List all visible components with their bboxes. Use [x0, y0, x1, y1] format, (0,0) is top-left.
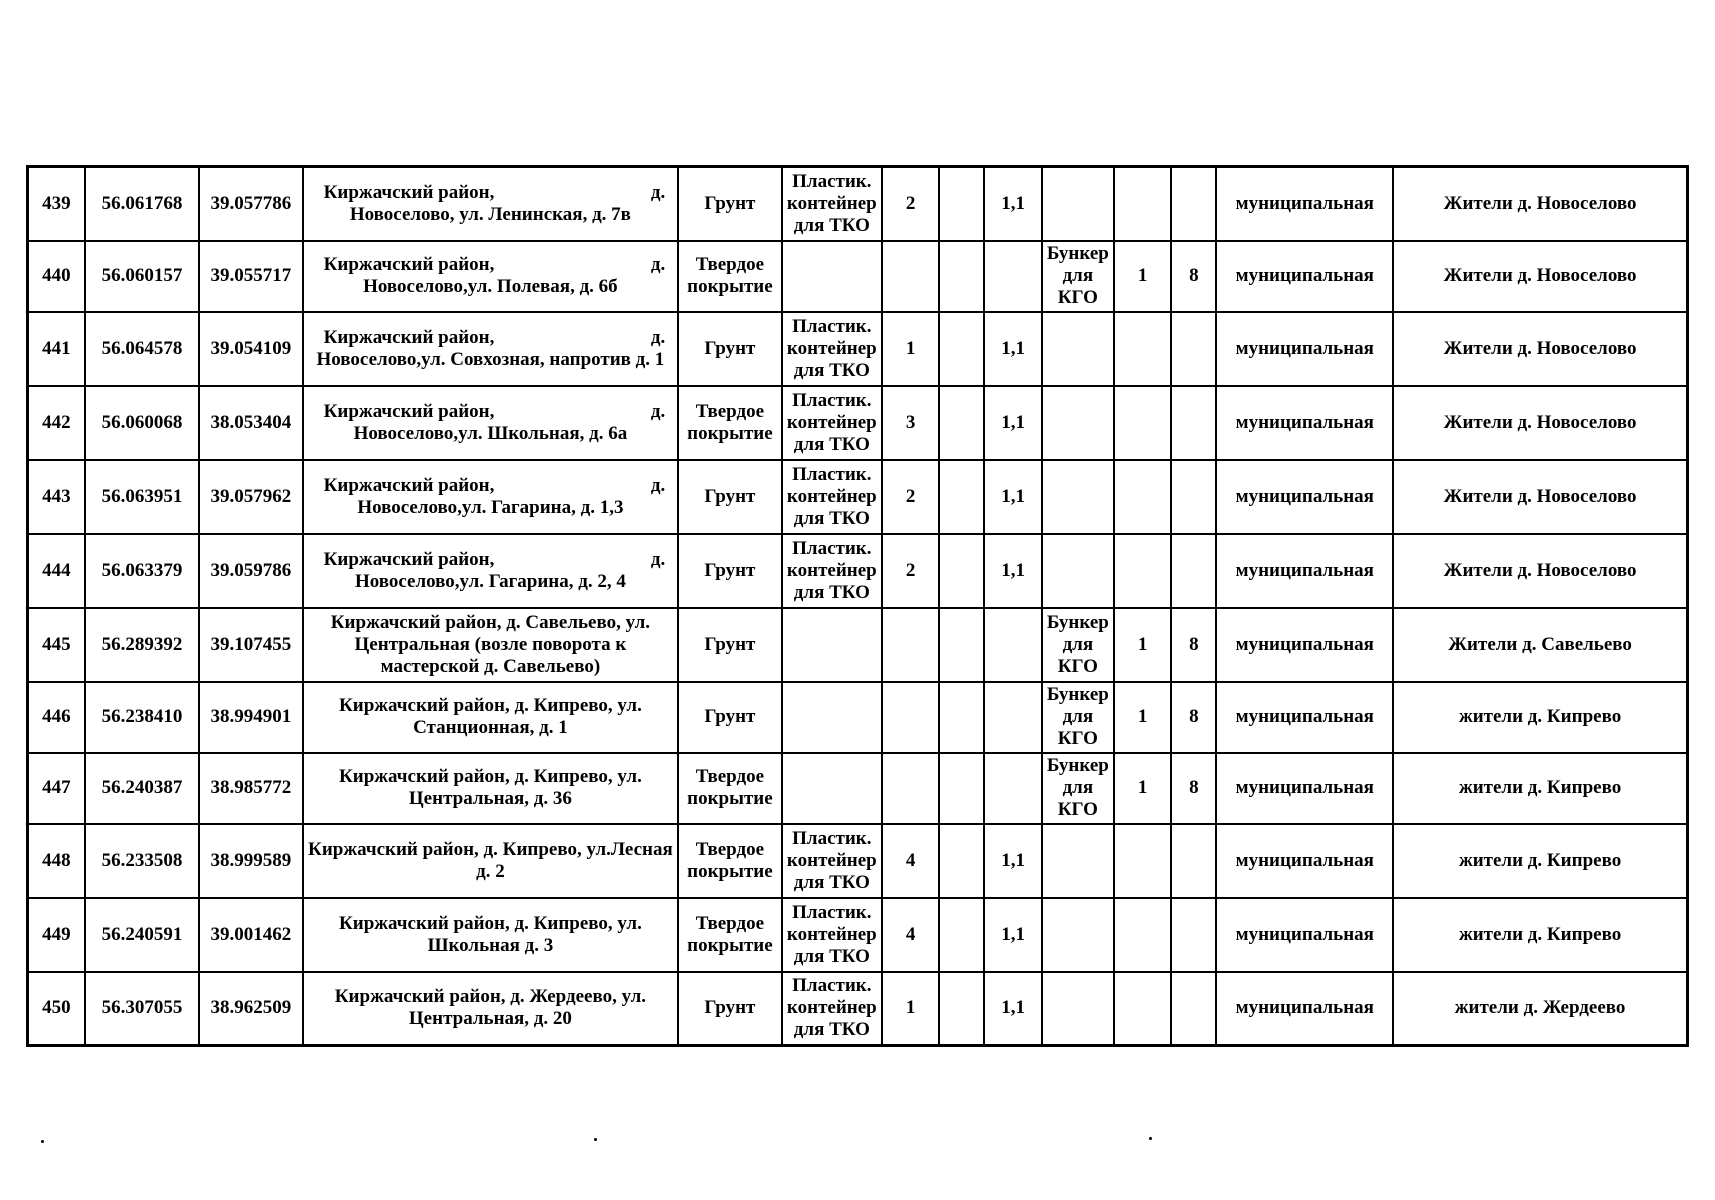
table-row	[28, 460, 1688, 534]
cell-surface: Грунт	[678, 682, 781, 753]
cell-longitude: 39.055717	[199, 241, 302, 312]
cell-ownership: муниципальная	[1216, 312, 1393, 386]
cell-container-count	[882, 241, 939, 312]
cell-surface: Твердое покрытие	[678, 753, 781, 824]
address-settlement-prefix: д.	[650, 548, 666, 570]
cell-container-volume: 1,1	[984, 824, 1041, 898]
address-line-1	[306, 254, 676, 276]
cell-waste-source: жители д. Жердеево	[1393, 972, 1687, 1046]
cell-bunker-type	[1042, 534, 1114, 608]
cell-blank	[939, 386, 984, 460]
cell-address	[303, 386, 679, 460]
table-body	[28, 167, 1688, 1046]
cell-blank	[939, 312, 984, 386]
cell-container-count: 4	[882, 824, 939, 898]
cell-address	[303, 972, 679, 1046]
cell-container-volume: 1,1	[984, 386, 1041, 460]
address-text: Киржачский район, д. Савельево, ул. Центральная (возле поворота к мастерской д. Савельево)	[330, 611, 651, 677]
cell-latitude: 56.060068	[85, 386, 199, 460]
cell-blank	[939, 608, 984, 682]
cell-bunker-volume: 8	[1171, 682, 1216, 753]
cell-container-type: Пластик. контейнер для ТКО	[782, 167, 882, 241]
cell-container-count: 2	[882, 534, 939, 608]
cell-ownership: муниципальная	[1216, 241, 1393, 312]
cell-ownership: муниципальная	[1216, 682, 1393, 753]
cell-bunker-count: 1	[1114, 753, 1171, 824]
cell-surface: Грунт	[678, 460, 781, 534]
cell-container-volume: 1,1	[984, 312, 1041, 386]
cell-blank	[939, 167, 984, 241]
cell-bunker-count	[1114, 898, 1171, 972]
cell-latitude: 56.064578	[85, 312, 199, 386]
cell-number: 446	[28, 682, 85, 753]
cell-bunker-volume	[1171, 972, 1216, 1046]
cell-ownership: муниципальная	[1216, 534, 1393, 608]
address-text: Киржачский район, д. Кипрево, ул.Лесная д. 2	[308, 838, 673, 882]
cell-ownership: муниципальная	[1216, 608, 1393, 682]
cell-container-volume: 1,1	[984, 972, 1041, 1046]
cell-surface: Грунт	[678, 972, 781, 1046]
cell-bunker-count	[1114, 534, 1171, 608]
address-line-2: Новоселово,ул. Гагарина, д. 1,3	[357, 496, 624, 518]
cell-address	[303, 824, 679, 898]
scan-dot	[594, 1138, 597, 1141]
cell-container-type: Пластик. контейнер для ТКО	[782, 460, 882, 534]
cell-container-type	[782, 753, 882, 824]
address-text: Киржачский район, д. Кипрево, ул. Школьная д. 3	[338, 912, 642, 956]
cell-container-volume: 1,1	[984, 898, 1041, 972]
cell-surface: Грунт	[678, 608, 781, 682]
cell-number: 447	[28, 753, 85, 824]
address-line-1	[306, 475, 676, 497]
cell-container-count	[882, 682, 939, 753]
cell-bunker-count	[1114, 386, 1171, 460]
cell-address	[303, 241, 679, 312]
cell-bunker-volume	[1171, 386, 1216, 460]
cell-blank	[939, 460, 984, 534]
cell-waste-source: Жители д. Савельево	[1393, 608, 1687, 682]
cell-number: 442	[28, 386, 85, 460]
cell-surface: Твердое покрытие	[678, 386, 781, 460]
cell-bunker-type	[1042, 898, 1114, 972]
address-settlement-prefix: д.	[650, 181, 666, 203]
cell-container-volume: 1,1	[984, 167, 1041, 241]
table-row	[28, 241, 1688, 312]
cell-longitude: 39.001462	[199, 898, 302, 972]
cell-number: 445	[28, 608, 85, 682]
address-district: Киржачский район,	[323, 548, 495, 570]
address-line-1	[306, 549, 676, 571]
cell-address	[303, 312, 679, 386]
cell-bunker-type	[1042, 386, 1114, 460]
address-line-1	[306, 327, 676, 349]
cell-container-count: 2	[882, 460, 939, 534]
cell-container-type: Пластик. контейнер для ТКО	[782, 972, 882, 1046]
cell-number: 449	[28, 898, 85, 972]
address-district: Киржачский район,	[323, 181, 495, 203]
cell-container-count: 1	[882, 972, 939, 1046]
cell-bunker-count	[1114, 972, 1171, 1046]
cell-bunker-volume: 8	[1171, 608, 1216, 682]
cell-bunker-type	[1042, 824, 1114, 898]
cell-latitude: 56.240387	[85, 753, 199, 824]
cell-bunker-type: Бункер для КГО	[1042, 682, 1114, 753]
cell-container-type	[782, 608, 882, 682]
address-district: Киржачский район,	[323, 254, 495, 275]
cell-latitude: 56.060157	[85, 241, 199, 312]
cell-bunker-type	[1042, 167, 1114, 241]
cell-surface: Твердое покрытие	[678, 241, 781, 312]
cell-waste-source: Жители д. Новоселово	[1393, 386, 1687, 460]
cell-container-volume	[984, 753, 1041, 824]
cell-surface: Грунт	[678, 312, 781, 386]
cell-latitude: 56.233508	[85, 824, 199, 898]
cell-container-type: Пластик. контейнер для ТКО	[782, 386, 882, 460]
cell-waste-source: Жители д. Новоселово	[1393, 312, 1687, 386]
cell-container-type: Пластик. контейнер для ТКО	[782, 312, 882, 386]
cell-container-type	[782, 241, 882, 312]
cell-bunker-volume	[1171, 460, 1216, 534]
cell-container-type	[782, 682, 882, 753]
cell-ownership: муниципальная	[1216, 898, 1393, 972]
cell-bunker-count	[1114, 312, 1171, 386]
cell-longitude: 39.057962	[199, 460, 302, 534]
cell-bunker-type	[1042, 460, 1114, 534]
cell-bunker-type	[1042, 972, 1114, 1046]
address-line-2: Новоселово,ул. Совхозная, напротив д. 1	[316, 348, 665, 370]
cell-blank	[939, 534, 984, 608]
cell-latitude: 56.061768	[85, 167, 199, 241]
cell-longitude: 39.059786	[199, 534, 302, 608]
cell-waste-source: Жители д. Новоселово	[1393, 167, 1687, 241]
cell-blank	[939, 898, 984, 972]
cell-bunker-count	[1114, 460, 1171, 534]
cell-container-count: 1	[882, 312, 939, 386]
cell-bunker-count: 1	[1114, 682, 1171, 753]
cell-address	[303, 460, 679, 534]
cell-container-volume	[984, 241, 1041, 312]
cell-surface: Грунт	[678, 534, 781, 608]
address-settlement-prefix: д.	[650, 400, 666, 422]
cell-waste-source: Жители д. Новоселово	[1393, 534, 1687, 608]
cell-bunker-volume: 8	[1171, 241, 1216, 312]
table-row	[28, 972, 1688, 1046]
address-district: Киржачский район,	[323, 326, 495, 348]
cell-longitude: 38.962509	[199, 972, 302, 1046]
cell-number: 444	[28, 534, 85, 608]
cell-number: 450	[28, 972, 85, 1046]
cell-ownership: муниципальная	[1216, 753, 1393, 824]
address-district: Киржачский район,	[323, 474, 495, 496]
cell-number: 443	[28, 460, 85, 534]
waste-sites-table	[26, 165, 1689, 1047]
cell-longitude: 38.985772	[199, 753, 302, 824]
cell-latitude: 56.240591	[85, 898, 199, 972]
table-row	[28, 608, 1688, 682]
cell-longitude: 38.994901	[199, 682, 302, 753]
cell-bunker-count	[1114, 167, 1171, 241]
cell-ownership: муниципальная	[1216, 972, 1393, 1046]
cell-latitude: 56.063379	[85, 534, 199, 608]
cell-latitude: 56.307055	[85, 972, 199, 1046]
cell-waste-source: жители д. Кипрево	[1393, 898, 1687, 972]
table-row	[28, 167, 1688, 241]
table-row	[28, 753, 1688, 824]
cell-number: 448	[28, 824, 85, 898]
cell-blank	[939, 824, 984, 898]
address-district: Киржачский район,	[323, 400, 495, 422]
cell-longitude: 39.057786	[199, 167, 302, 241]
cell-ownership: муниципальная	[1216, 386, 1393, 460]
table-row	[28, 312, 1688, 386]
cell-container-count: 4	[882, 898, 939, 972]
cell-container-volume	[984, 608, 1041, 682]
cell-bunker-type: Бункер для КГО	[1042, 241, 1114, 312]
cell-ownership: муниципальная	[1216, 460, 1393, 534]
address-line-2: Новоселово, ул. Ленинская, д. 7в	[349, 203, 631, 225]
cell-bunker-type	[1042, 312, 1114, 386]
cell-container-count: 3	[882, 386, 939, 460]
cell-number: 439	[28, 167, 85, 241]
cell-waste-source: жители д. Кипрево	[1393, 753, 1687, 824]
cell-longitude: 39.054109	[199, 312, 302, 386]
table-row	[28, 534, 1688, 608]
cell-latitude: 56.238410	[85, 682, 199, 753]
cell-blank	[939, 682, 984, 753]
address-line-2: Новоселово,ул. Школьная, д. 6а	[353, 422, 628, 444]
cell-container-type: Пластик. контейнер для ТКО	[782, 824, 882, 898]
cell-container-count	[882, 608, 939, 682]
table-row	[28, 682, 1688, 753]
address-text: Киржачский район, д. Кипрево, ул. Станционная, д. 1	[338, 695, 642, 738]
cell-address	[303, 898, 679, 972]
address-text: Киржачский район, д. Кипрево, ул. Центральная, д. 36	[338, 766, 642, 809]
address-line-2: Новоселово,ул. Полевая, д. 6б	[363, 276, 618, 297]
scan-dot	[41, 1140, 44, 1143]
cell-container-count	[882, 753, 939, 824]
cell-blank	[939, 972, 984, 1046]
cell-waste-source: жители д. Кипрево	[1393, 824, 1687, 898]
cell-container-count: 2	[882, 167, 939, 241]
cell-blank	[939, 753, 984, 824]
cell-container-volume: 1,1	[984, 534, 1041, 608]
address-text: Киржачский район, д. Жердеево, ул. Центральная, д. 20	[334, 986, 647, 1030]
cell-bunker-volume: 8	[1171, 753, 1216, 824]
cell-address	[303, 608, 679, 682]
cell-waste-source: Жители д. Новоселово	[1393, 241, 1687, 312]
table-row	[28, 898, 1688, 972]
cell-address	[303, 534, 679, 608]
cell-container-volume	[984, 682, 1041, 753]
cell-longitude: 38.053404	[199, 386, 302, 460]
cell-container-type: Пластик. контейнер для ТКО	[782, 534, 882, 608]
cell-ownership: муниципальная	[1216, 167, 1393, 241]
cell-surface: Твердое покрытие	[678, 824, 781, 898]
address-settlement-prefix: д.	[650, 254, 666, 275]
address-line-1	[306, 401, 676, 423]
cell-container-volume: 1,1	[984, 460, 1041, 534]
cell-number: 441	[28, 312, 85, 386]
cell-bunker-count	[1114, 824, 1171, 898]
cell-bunker-volume	[1171, 898, 1216, 972]
cell-surface: Твердое покрытие	[678, 898, 781, 972]
address-line-2: Новоселово,ул. Гагарина, д. 2, 4	[354, 570, 626, 592]
scan-dot	[1149, 1137, 1152, 1140]
cell-bunker-type: Бункер для КГО	[1042, 753, 1114, 824]
cell-address	[303, 682, 679, 753]
cell-ownership: муниципальная	[1216, 824, 1393, 898]
cell-bunker-count: 1	[1114, 241, 1171, 312]
cell-blank	[939, 241, 984, 312]
cell-waste-source: Жители д. Новоселово	[1393, 460, 1687, 534]
cell-latitude: 56.289392	[85, 608, 199, 682]
address-settlement-prefix: д.	[650, 326, 666, 348]
cell-bunker-volume	[1171, 824, 1216, 898]
table-row	[28, 386, 1688, 460]
cell-container-type: Пластик. контейнер для ТКО	[782, 898, 882, 972]
cell-waste-source: жители д. Кипрево	[1393, 682, 1687, 753]
table-row	[28, 824, 1688, 898]
cell-bunker-type: Бункер для КГО	[1042, 608, 1114, 682]
cell-address	[303, 167, 679, 241]
address-line-1	[306, 182, 676, 204]
cell-surface: Грунт	[678, 167, 781, 241]
cell-latitude: 56.063951	[85, 460, 199, 534]
cell-number: 440	[28, 241, 85, 312]
address-settlement-prefix: д.	[650, 474, 666, 496]
cell-address	[303, 753, 679, 824]
cell-bunker-volume	[1171, 312, 1216, 386]
cell-longitude: 39.107455	[199, 608, 302, 682]
cell-bunker-count: 1	[1114, 608, 1171, 682]
cell-bunker-volume	[1171, 534, 1216, 608]
cell-bunker-volume	[1171, 167, 1216, 241]
cell-longitude: 38.999589	[199, 824, 302, 898]
